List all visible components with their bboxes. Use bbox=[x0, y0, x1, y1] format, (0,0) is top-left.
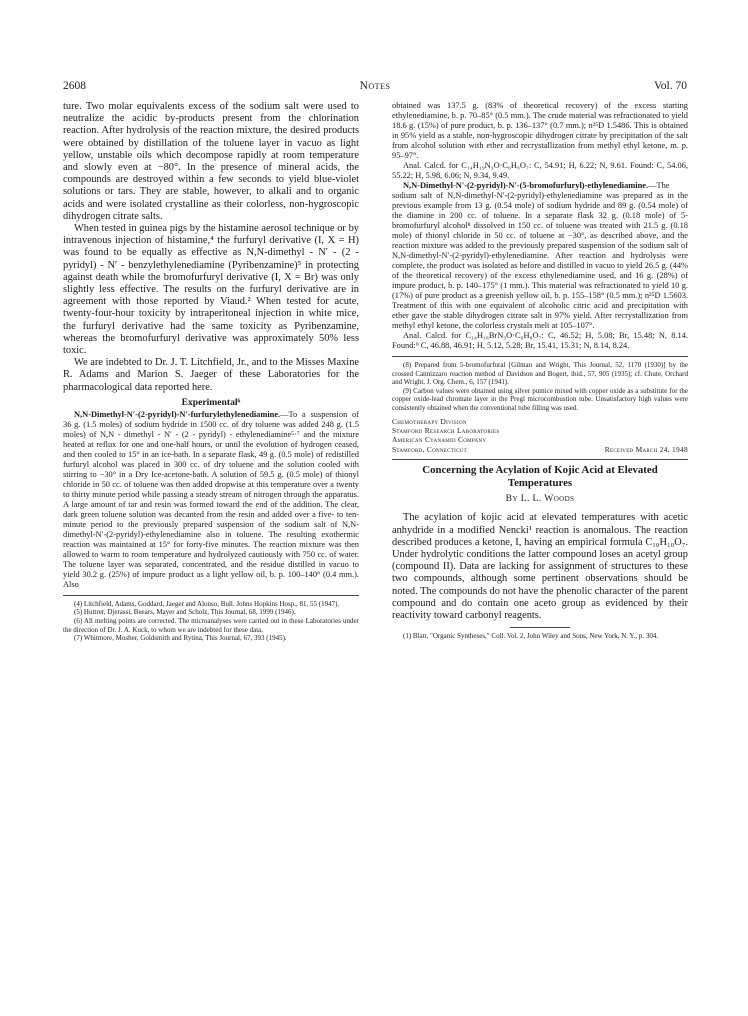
address-city: Stamford, Connecticut bbox=[392, 444, 468, 454]
address-city-line bbox=[392, 445, 688, 454]
body-paragraph: ture. Two molar equivalents excess of the sodium salt were used to neutralize the acidic by-products present from the chlorination reaction. After hydrolysis of the reaction mixture, the desired products were obtained by distillation of the toluene layer in vacuo as light yellow, unstable oils which decompose rapidly at room temperature and slowly even at −80°. In the presence of mineral acids, the compounds are destroyed within a few seconds to yield blue-violet solutions or tars. They are stable, however, to alkali and to organic acids and were isolated crystalline as their colorless, non-hygroscopic dihydrogen citrate salts. bbox=[63, 101, 359, 222]
footnote: (4) Litchfield, Adams, Goddard, Jaeger and Alonso, Bull. Johns Hopkins Hosp., 81, 55 (1947). bbox=[74, 599, 340, 608]
footnote-divider bbox=[63, 595, 359, 596]
footnote: (5) Huttrer, Djerassi, Beears, Mayer and Scholz, This Journal, 68, 1999 (1946). bbox=[74, 608, 296, 617]
footnote: (6) All melting points are corrected. The microanalyses were carried out in these Laboratories under the direction of Dr. J. A. Kuck, to whom we are indebted for these data. bbox=[63, 617, 359, 634]
article-body: The acylation of kojic acid at elevated temperatures with acetic anhydride in a modified Nencki¹ reaction is anomalous. The reaction described produces a ketone, I, having an empirical formula C₁₀H₁₀O₇. Under hydrolytic conditions the latter compound loses an acetyl group (compound II). Data are lacking for assignment of structures to these two compounds, although some pertinent observations should be noted. The compounds do not have the phenolic character of the parent compound and do contain one aceto group as evidenced by their reactivity toward carbonyl reagents. bbox=[392, 512, 688, 621]
analysis-line: Anal. Calcd. for C₁₄H₁₉N₃O·C₆H₈O₇: C, 54.91; H, 6.22; N, 9.61. Found: C, 54.06, 55.22; H, 5.98, 6.06; N, 9.34, 9.49. bbox=[392, 161, 688, 180]
compound-title: N,N-Dimethyl-N′-(2-pyridyl)-N′-(5-bromofurfuryl)-ethylenediamine. bbox=[403, 181, 649, 190]
experimental-paragraph bbox=[63, 410, 359, 590]
compound-title: N,N-Dimethyl-N′-(2-pyridyl)-N′-furfurylethylenediamine. bbox=[74, 409, 281, 419]
address-division: Chemotherapy Division bbox=[392, 416, 467, 426]
author-address bbox=[392, 417, 688, 455]
acknowledgment-paragraph: We are indebted to Dr. J. T. Litchfield, Jr., and to the Misses Maxine R. Adams and Marion S. Jaeger of these Laboratories for the pharmacological data reported here. bbox=[63, 357, 359, 393]
page-number: 2608 bbox=[63, 80, 86, 92]
page-header bbox=[63, 80, 687, 96]
article-divider bbox=[392, 459, 688, 460]
address-company: American Cyanamid Company bbox=[392, 435, 487, 445]
article-author: By L. L. Woods bbox=[505, 493, 575, 505]
procedure-text: —To a suspension of 36 g. (1.5 moles) of sodium hydride in 1500 cc. of dry toluene was added 248 g. (1.5 moles) of N,N - dimethyl - N′ - (2 - pyridyl) - ethylenediamine⁵·⁷ and the mixture heated at reflux for one and one-half hours, or until the evolution of hydrogen ceased, and then cooled to 15° in an ice-bath. In a separate flask, 49 g. (0.5 mole) of redistilled furfuryl alcohol was placed in 300 cc. of dry toluene and the solution cooled with stirring to −30° in a Dry Ice-acetone-bath. A solution of 59.5 g. (0.5 mole) of thionyl chloride in 50 cc. of toluene was then added dropwise at this temperature over a twenty to thirty minute period while passing a steady stream of nitrogen through the apparatus. A large amount of tar and resin was formed toward the end of the addition. The clear, dark green toluene solution was decanted from the resin and added over a five- to ten-minute period to the previously prepared suspension of the sodium salt of N,N-dimethyl-N′-(2-pyridyl)-ethylenediamine also in toluene. The resulting exothermic reaction was maintained at 15° for forty-five minutes. The reaction mixture was then allowed to warm to room temperature and hydrolyzed cautiously with 750 cc. of water. The toluene layer was separated, concentrated, and the residue distilled in vacuo to yield 30.2 g. (25%) of impure product as a light yellow oil, b. p. 100–140° (0.4 mm.). Also bbox=[63, 409, 359, 589]
footnote: (1) Blatt, "Organic Syntheses," Coll. Vol. 2, John Wiley and Sons, New York, N. Y., p. 304. bbox=[403, 632, 659, 641]
received-date: Received March 24, 1948 bbox=[604, 444, 688, 454]
procedure-text: —The sodium salt of N,N-dimethyl-N′-(2-pyridyl)-ethylenediamine was prepared as in the previous example from 13 g. (0.54 mole) of sodium hydride and 89 g. (0.54 mole) of the diamine in 200 cc. of toluene. In a separate flask 32 g. (0.18 mole) of 5-bromofurfuryl alcohol⁸ dissolved in 150 cc. of toluene was treated with 21.5 g. (0.18 mole) of thionyl chloride in 50 cc. of toluene at −30°, as described above, and the reaction mixture was added to the previously prepared suspension of the sodium salt of N,N-dimethyl-N′-(2-pyridyl)-ethylenediamine. After reaction and hydrolysis were complete, the product was isolated as before and distilled in vacuo to yield 26.5 g. (44% of the theoretical recovery) of the excess ethylenediamine used, and 16 g. (28%) of impure product, b. p. 140–175° (1 mm.). This material was refractionated to yield 10 g. (17%) of pure product as a greenish yellow oil, b. p. 155–158° (0.5 mm.); n²⁵D 1.5603. Treatment of this with one equivalent of alcoholic citric acid and precipitation with ether gave the stable dihydrogen citrate salt in 97% yield. After recrystallization from methyl ethyl ketone, the colorless crystals melt at 105–107°. bbox=[392, 181, 688, 330]
left-column bbox=[63, 101, 359, 643]
footnote: (9) Carbon values were obtained using silver pumice mixed with copper oxide as a substitute for the copper oxide-lead chromate layer in the Pregl microcombustion tube. Unsatisfactory high values were consistently obtained when the conventional tube filling was used. bbox=[392, 386, 688, 412]
footnote-divider bbox=[392, 356, 688, 357]
footnote: (7) Whitmore, Mosher, Goldsmith and Rytina, This Journal, 67, 393 (1945). bbox=[74, 634, 287, 643]
footnote: (8) Prepared from 5-bromofurfural [Gilman and Wright, This Journal, 52, 1170 (1930)] by the crossed Cannizzaro reaction method of Davidson and Bogert, ibid., 57, 905 (1935); cf. Chute, Orchard and Wright, J. Org. Chem., 6, 157 (1941). bbox=[392, 361, 688, 387]
address-lab: Stamford Research Laboratories bbox=[392, 425, 500, 435]
volume-label: Vol. 70 bbox=[653, 80, 687, 92]
right-column bbox=[392, 101, 688, 641]
analysis-line: Anal. Calcd. for C₁₄H₁₈BrN₃O·C₆H₈O₇: C, 46.52; H, 5.08; Br, 15.48; N, 8.14. Found:⁹ C, 46.88, 46.91; H, 5.12, 5.28; Br, 15.41, 15.31; N, 8.14, 8.24. bbox=[392, 331, 688, 350]
journal-section: Notes bbox=[359, 80, 391, 92]
experimental-paragraph bbox=[392, 181, 688, 331]
body-paragraph: obtained was 137.5 g. (83% of theoretical recovery) of the excess starting ethylenediamine, b. p. 70–85° (0.5 mm.). The crude material was refractionated to yield 18.6 g. (15%) of pure product, b. p. 136–137° (0.7 mm.); n²⁵D 1.5486. This is obtained in 95% yield as a stable, non-hygroscopic dihydrogen citrate by precipitation of the salt from alcohol solution with ether and recrystallization from methyl ethyl ketone, m. p. 95–97°. bbox=[392, 101, 688, 160]
experimental-heading: Experimental⁶ bbox=[181, 396, 241, 408]
body-paragraph: When tested in guinea pigs by the histamine aerosol technique or by intravenous injection of histamine,⁴ the furfuryl derivative (I, X = H) was found to be equally as effective as N,N-dimethyl - N′ - (2 - pyridyl) - N′ - benzylethylenediamine (Pyribenzamine)⁵ in protecting against death while the bromofurfuryl derivative (I, X = Br) was only slightly less effective. The results on the furfuryl derivative are in agreement with those reported by Viaud.² When tested for acute, twenty-four-hour toxicity by intraperitoneal injection in white mice, the furfuryl derivative had the same toxicity as Pyribenzamine, whereas the bromofurfuryl derivative was approximately 50% less toxic. bbox=[63, 223, 359, 357]
article-title: Concerning the Acylation of Kojic Acid at Elevated Temperatures bbox=[422, 464, 658, 489]
footnote-divider bbox=[510, 627, 570, 628]
